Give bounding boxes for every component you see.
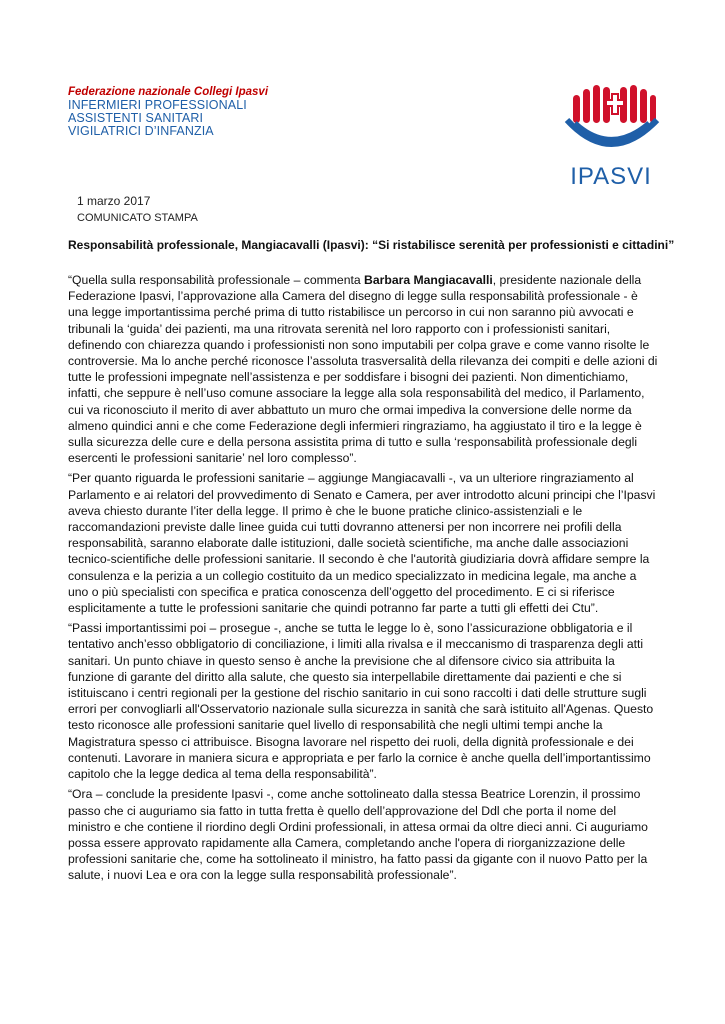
- ipasvi-logo: [561, 80, 661, 190]
- press-release-title: Responsabilità professionale, Mangiacavalli (Ipasvi): “Si ristabilisce serenità per professionisti e cittadini”: [68, 238, 675, 252]
- document-date: 1 marzo 2017: [77, 194, 151, 208]
- letterhead: [68, 86, 268, 138]
- document-type: COMUNICATO STAMPA: [77, 212, 198, 224]
- paragraph-1-after: , presidente nazionale della Federazione Ipasvi, l’approvazione alla Camera del disegno di legge sulla responsabilità professionale - è una legge importantissima perché prima di tutto ristabilisce un percorso in cui non saranno più avvocati e tribunali la ‘guida’ dei pazienti, ma una ritrovata serenità nel loro rapporto con i professionisti sanitari, definendo con chiarezza quando i professionisti non sono imputabili per colpa grave e come vanno risolte le controversie. Ma lo anche perché riconosce l’assoluta trasversalità della rilevanza dei compiti e delle azioni di tutte le professioni impegnate nell’assistenza e per soddisfare i bisogni dei pazienti. Non dimentichiamo, infatti, che seppure è nell’uso comune associare la legge alla sola responsabilità del medico, il Parlamento, cui va riconosciuto il merito di aver abbattuto un muro che ormai impediva la conversione delle norme da almeno quindici anni e che come Federazione degli infermieri ringraziamo, ha aggiustato il tiro e la legge è sulla sicurezza delle cure e della persona assistita prima di tutto e sulla ‘responsabilità professionale degli esercenti le professioni sanitarie’ nel loro complesso”.: [68, 273, 658, 466]
- paragraph-1: [68, 272, 660, 466]
- ipasvi-hands-logo-icon: [561, 80, 661, 190]
- paragraph-3: “Passi importantissimi poi – prosegue -, anche se tutta le legge lo è, sono l’assicurazione obbligatoria e il tentativo anch’esso obbligatorio di conciliazione, i limiti alla rivalsa e il meccanismo di trasparenza degli atti sanitari. Un punto chiave in questo senso è anche la previsione che al difensore civico sia attribuita la funzione di garante del diritto alla salute, che questo sia interpellabile direttamente dai pazienti e che si istituiscano i centri regionali per la gestione del rischio sanitario in cui sono raccolti i dati delle strutture sugli errori per convogliarli all'Osservatorio nazionale sulla sicurezza in sanità che sarà istituito all'Agenas. Questo testo riconosce alle professioni sanitarie quel livello di responsabilità che negli ultimi tempi anche la Magistratura spesso ci attribuisce. Bisogna lavorare nel rispetto dei ruoli, della dignità professionale e dei contenuti. Lavorare in maniera sicura e appropriata e per farlo la cornice è anche quella dell’importantissimo capitolo che la legge dedica al tema della responsabilità”.: [68, 621, 654, 782]
- press-release-body: [68, 272, 660, 888]
- federation-name: Federazione nazionale Collegi Ipasvi: [68, 86, 269, 98]
- paragraph-4: “Ora – conclude la presidente Ipasvi -, come anche sottolineato dalla stessa Beatrice Lorenzin, il prossimo passo che ci auguriamo sia fatto in tutta fretta è quello dell’approvazione del Ddl che porta il nome del ministro e che contiene il riordino degli Ordini professionali, in attesa ormai da oltre dieci anni. Ci auguriamo possa essere approvato rapidamente alla Camera, completando anche l'opera di riorganizzazione delle professioni sanitarie che, come ha sottolineato il ministro, ha fatto passi da gigante con il nuovo Patto per la salute, i nuovi Lea e ora con la legge sulla responsabilità professionale”.: [68, 787, 648, 883]
- letterhead-line-2: ASSISTENTI SANITARI: [68, 111, 204, 125]
- paragraph-2: “Per quanto riguarda le professioni sanitarie – aggiunge Mangiacavalli -, va un ulteriore ringraziamento al Parlamento e ai relatori del provvedimento di Senato e Camera, per aver introdotto alcuni principi che l’Ipasvi aveva chiesto durante l’iter della legge. Il primo è che le buone pratiche clinico-assistenziali e le raccomandazioni previste dalle linee guida cui tutti dovranno attenersi per non incorrere nei profili della responsabilità, saranno elaborate dalle istituzioni, dalle società scientifiche, ma anche dalle associazioni tecnico-scientifiche delle professioni sanitarie. Il secondo è che l'autorità giudiziaria dovrà affidare sempre la consulenza e la perizia a un collegio costituito da un medico specializzato in medicina legale, ma anche a uno o più specialisti con specifica e pratica conoscenza dell’oggetto del procedimento. E ci si riferisce esplicitamente a tutte le professioni sanitarie che quindi potranno far parte a tutti gli effetti dei Ctu”.: [68, 471, 656, 616]
- letterhead-line-1: INFERMIERI PROFESSIONALI: [68, 98, 247, 112]
- letterhead-line-3: VIGILATRICI D’INFANZIA: [68, 124, 214, 138]
- logo-text: IPASVI: [570, 163, 652, 190]
- paragraph-1-before: “Quella sulla responsabilità professionale – commenta: [68, 273, 365, 287]
- spokesperson-name: Barbara Mangiacavalli: [364, 273, 493, 287]
